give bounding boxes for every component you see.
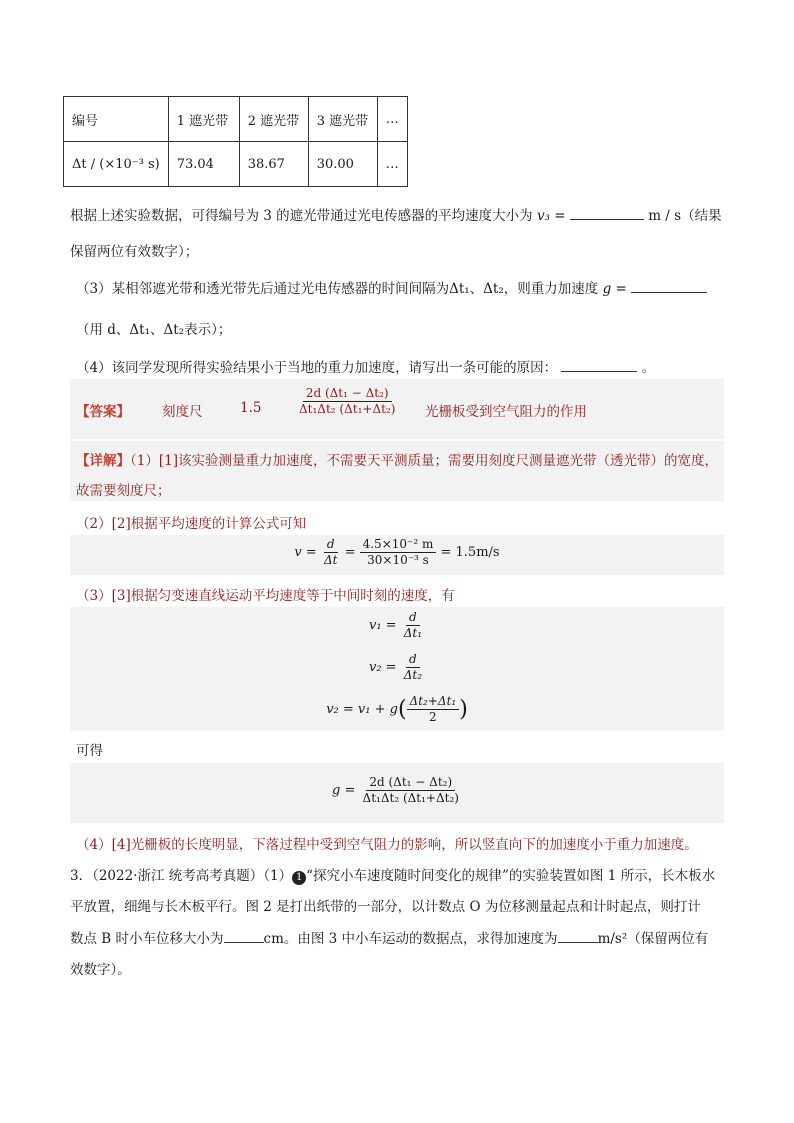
table-header-cell: … xyxy=(377,97,407,142)
question-next-line3 xyxy=(70,927,708,947)
table-header-cell: 编号 xyxy=(64,97,169,142)
answer-1: 刻度尺 xyxy=(162,404,203,420)
speed-variable: v₃ = xyxy=(536,208,566,224)
detail-p1-text: （1）[1]该实验测量重力加速度，不需要天平测质量；需要用刻度尺测量遮光带（透光带）的宽度， xyxy=(130,453,718,469)
question-next-line2: 平放置，细绳与长木板平行。图 2 是打出纸带的一部分，以计数点 O 为位移测量起点和计时起点，则打计 xyxy=(70,899,701,915)
eq-v3-left: v₂ = v₁ + g xyxy=(326,702,398,717)
question-next-text3c: m/s²（保留两位有 xyxy=(597,931,709,947)
question-next-text3b: cm。由图 3 中小车运动的数据点，求得加速度为 xyxy=(263,931,558,947)
eq-v-left: v = xyxy=(294,545,317,560)
question-3-line xyxy=(76,277,707,297)
answer-blank[interactable] xyxy=(224,928,264,943)
detail-ke: 可得 xyxy=(76,743,103,759)
answer-blank[interactable] xyxy=(558,928,598,943)
answer-blank[interactable] xyxy=(561,357,637,372)
answer-blank[interactable] xyxy=(631,278,707,293)
table-header-cell: 3 遮光带 xyxy=(308,97,377,142)
answer-4: 光栅板受到空气阻力的作用 xyxy=(425,404,587,420)
eq-v-right: = 1.5m/s xyxy=(440,545,500,560)
fraction-numerator: d xyxy=(406,652,420,668)
detail-p2: （2）[2]根据平均速度的计算公式可知 xyxy=(76,516,307,532)
fraction-numerator: 2d (Δt₁ − Δt₂) xyxy=(303,386,392,402)
detail-p4: （4）[4]光栅板的长度明显，下落过程中受到空气阻力的影响，所以竖直向下的加速度小于重力加速度。 xyxy=(76,837,698,853)
question-3-note: （用 d、Δt₁、Δt₂表示）； xyxy=(76,322,232,338)
eq-g-left: g = xyxy=(332,783,356,798)
table-row-label: Δt / (×10⁻³ s) xyxy=(64,142,169,187)
question-next-text1: “探究小车速度随时间变化的规律”的实验装置如图 1 所示，长木板水 xyxy=(306,868,716,884)
eq-v2-left: v₂ = xyxy=(368,660,397,675)
fraction-denominator: Δt₁Δt₂ (Δt₁+Δt₂) xyxy=(362,791,459,805)
table-row xyxy=(64,142,408,187)
fraction-denominator: Δt xyxy=(323,553,338,567)
fraction-denominator: Δt₁ xyxy=(403,626,423,640)
detail-p1-line2: 故需要刻度尺； xyxy=(76,483,171,499)
table-header-cell: 1 遮光带 xyxy=(168,97,239,142)
question-speed-line1 xyxy=(70,204,722,224)
answer-2: 1.5 xyxy=(240,400,262,416)
question-speed-text: 根据上述实验数据，可得编号为 3 的遮光带通过光电传感器的平均速度大小为 xyxy=(70,208,533,224)
question-4-end: 。 xyxy=(641,360,656,376)
fraction-denominator: Δt₁Δt₂ (Δt₁+Δt₂) xyxy=(299,402,396,416)
question-4-text: （4）该同学发现所得实验结果小于当地的重力加速度，请写出一条可能的原因： xyxy=(76,360,558,376)
answer-label-text: 【答案】 xyxy=(76,404,130,420)
circle-number-icon: 1 xyxy=(292,871,306,885)
question-4-line xyxy=(76,356,655,376)
question-3-text: （3）某相邻遮光带和透光带先后通过光电传感器的时间间隔为Δt₁、Δt₂，则重力加速度 xyxy=(76,281,599,297)
table-cell: 38.67 xyxy=(239,142,308,187)
experiment-table xyxy=(63,96,408,187)
fraction-numerator: Δt₂+Δt₁ xyxy=(407,694,460,710)
answer-label xyxy=(76,400,130,420)
speed-unit: m / s（结果 xyxy=(648,208,722,224)
fraction-numerator: d xyxy=(324,537,338,553)
fraction-denominator: 2 xyxy=(429,710,437,724)
detail-label: 【详解】 xyxy=(76,453,130,469)
table-header-row xyxy=(64,97,408,142)
table-cell: 73.04 xyxy=(168,142,239,187)
table-header-cell: 2 遮光带 xyxy=(239,97,308,142)
question-speed-line2: 保留两位有效数字）； xyxy=(70,244,199,260)
equation-v3: v₂ = v₁ + g( $\frac{\text{Δt₂+Δt₁}}{2}$ ) xyxy=(326,694,468,724)
fraction-numerator: d xyxy=(406,610,420,626)
table-cell: 30.00 xyxy=(308,142,377,187)
answer-3-fraction xyxy=(296,386,398,417)
equation-v1 xyxy=(70,610,724,641)
question-next-line1 xyxy=(70,864,715,885)
fraction-denominator: Δt₂ xyxy=(403,668,423,682)
question-next-source: 3．（2022·浙江 统考高考真题）（1） xyxy=(70,868,293,884)
equation-g xyxy=(70,775,724,806)
g-variable: g = xyxy=(602,281,627,297)
answer-blank[interactable] xyxy=(570,205,644,220)
equation-v2 xyxy=(70,652,724,683)
table-cell: … xyxy=(377,142,407,187)
question-next-text3a: 数点 B 时小车位移大小为 xyxy=(70,931,224,947)
fraction-numerator: 2d (Δt₁ − Δt₂) xyxy=(366,775,455,791)
detail-p1-line1 xyxy=(76,449,718,469)
fraction-denominator: 30×10⁻³ s xyxy=(367,553,429,567)
fraction-numerator: 4.5×10⁻² m xyxy=(360,537,437,553)
detail-p3: （3）[3]根据匀变速直线运动平均速度等于中间时刻的速度，有 xyxy=(76,588,455,604)
eq-v1-left: v₁ = xyxy=(368,618,397,633)
equation-v: v = $\frac{d}{\Delta t}$ = $\frac{\text{4.5×10⁻² m}}{\text{30×10⁻³ s}}$ = 1.5m/s xyxy=(294,537,500,567)
question-next-line4: 效数字）。 xyxy=(70,962,131,978)
